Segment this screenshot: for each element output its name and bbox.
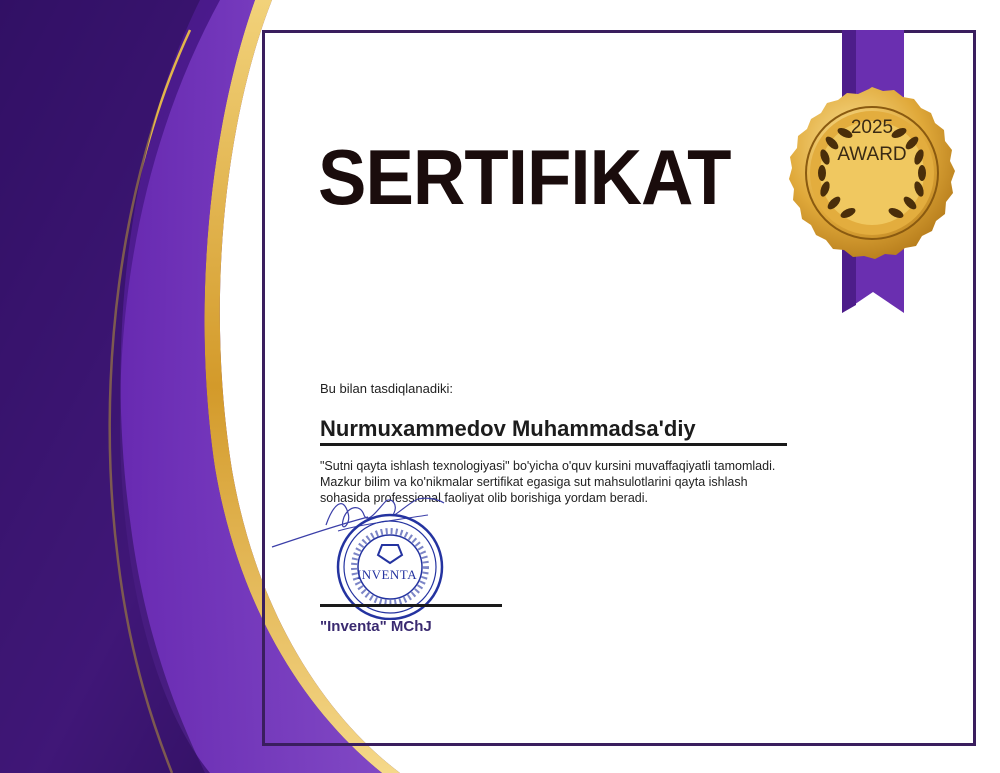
organization-name: "Inventa" MChJ	[320, 618, 432, 635]
badge-year: 2025	[850, 117, 894, 138]
signature-and-seal-icon	[268, 495, 460, 620]
description-line: sohasida professional faoliyat olib borishiga yordam beradi.	[320, 491, 648, 505]
recipient-name: Nurmuxammedov Muhammadsa'diy	[320, 416, 696, 441]
certificate-title: SERTIFIKAT	[318, 133, 731, 221]
badge-label: AWARD	[837, 144, 907, 165]
signature-line	[320, 604, 502, 607]
stamp-brand: INVENTA	[356, 567, 418, 582]
description-line: "Sutni qayta ishlash texnologiyasi" bo'yicha o'quv kursini muvaffaqiyatli tamomladi.	[320, 459, 776, 473]
award-badge-icon	[786, 30, 958, 320]
description-line: Mazkur bilim va ko'nikmalar sertifikat egasiga sut mahsulotlarini qayta ishlash	[320, 475, 748, 489]
name-underline	[320, 443, 787, 446]
intro-text: Bu bilan tasdiqlanadiki:	[320, 381, 453, 396]
